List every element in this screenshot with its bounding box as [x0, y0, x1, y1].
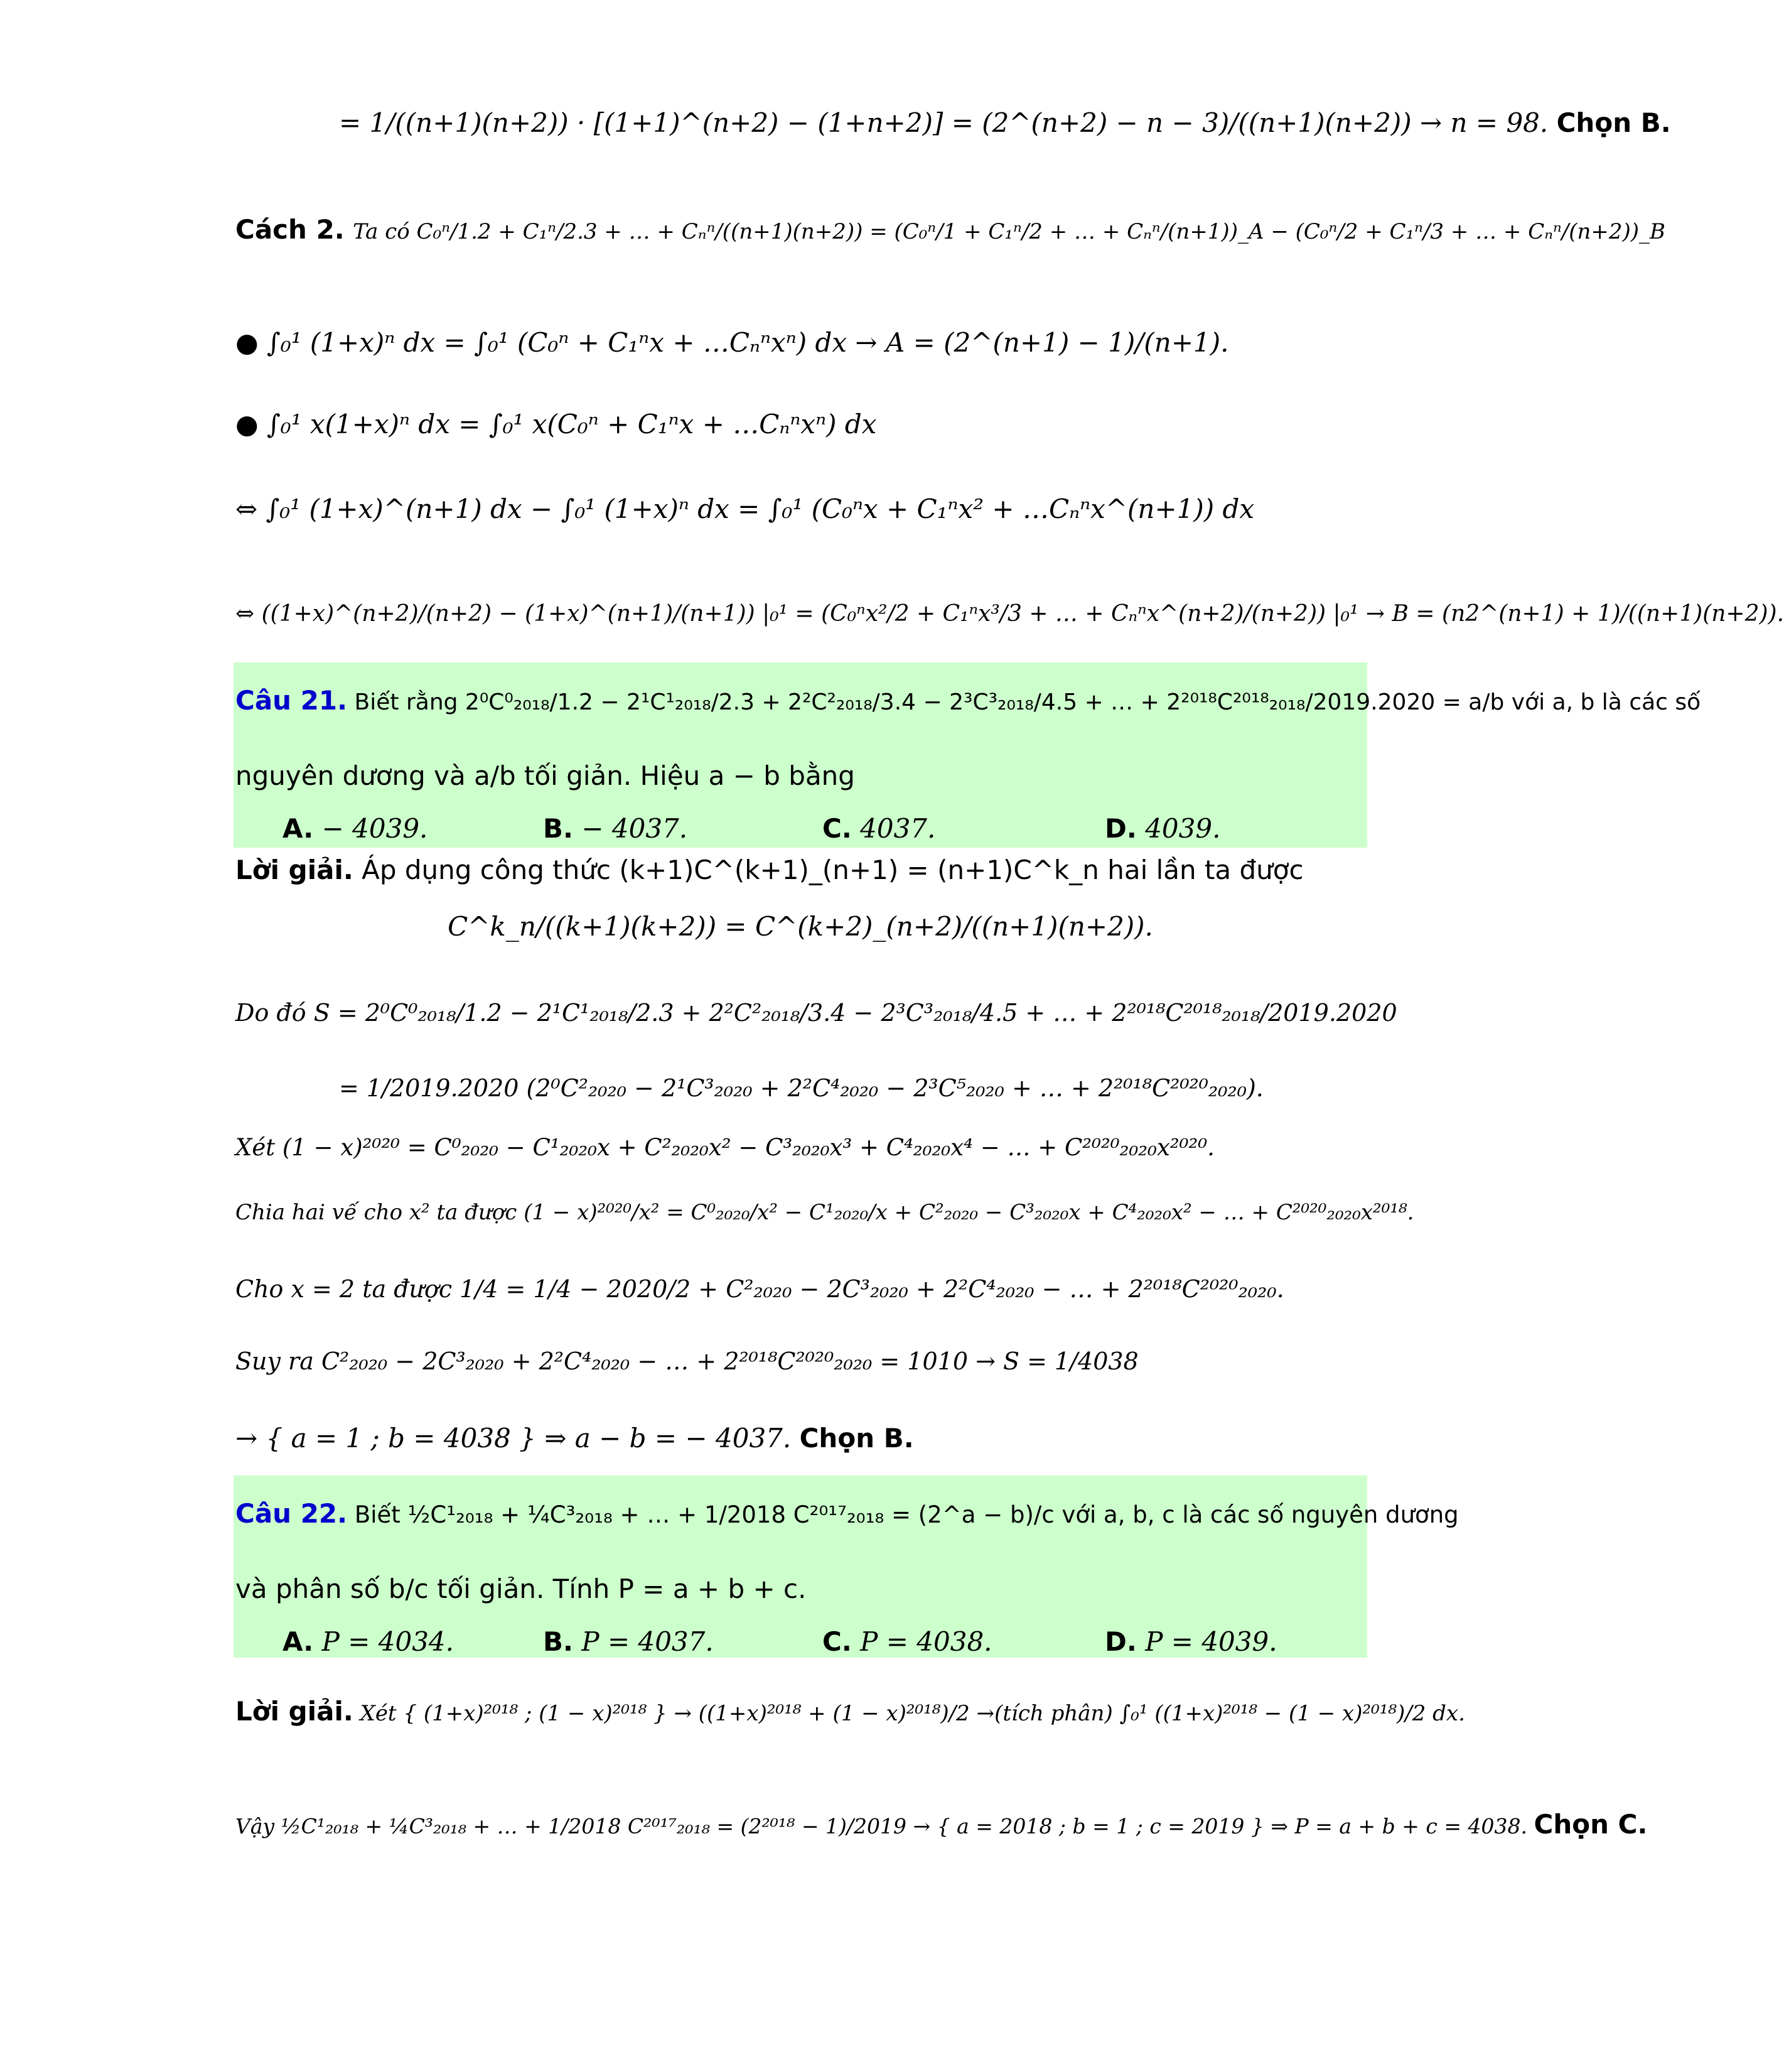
question-21-line-1: [235, 684, 1701, 718]
question-22-line-1: [235, 1497, 1459, 1531]
solution-21-line-5: [235, 1133, 1365, 1162]
solution-text: Áp dụng công thức (k+1)C^(k+1)_(n+1) = (n+1)C^k_n hai lần ta được: [362, 855, 1304, 885]
question-text: Biết rằng 2⁰C⁰₂₀₁₈/1.2 − 2¹C¹₂₀₁₈/2.3 + 2²C²₂₀₁₈/3.4 − 2³C³₂₀₁₈/4.5 + … + 2²⁰¹⁸C²⁰¹⁸₂₀₁₈/2019.2020 = a/b với a, b là các số: [354, 689, 1701, 715]
option-c[interactable]: C. 4037.: [822, 813, 936, 844]
formula: ⇔ ((1+x)^(n+2)/(n+2) − (1+x)^(n+1)/(n+1)) |₀¹ = (C₀ⁿx²/2 + C₁ⁿx³/3 + … + Cₙⁿx^(n+2)/(n+2)) |₀¹ → B = (n2^(n+1) + 1)/((n+1)(n+2)).: [235, 601, 1784, 627]
equivalence-line: [235, 600, 1784, 628]
question-label: Câu 21.: [235, 685, 348, 716]
formula: = 1/((n+1)(n+2)) · [(1+1)^(n+2) − (1+n+2)] = (2^(n+2) − n − 3)/((n+1)(n+2)) → n = 98.: [339, 107, 1549, 138]
solution-continued-line: [339, 107, 1671, 140]
formula: Do đó S = 2⁰C⁰₂₀₁₈/1.2 − 2¹C¹₂₀₁₈/2.3 + 2²C²₂₀₁₈/3.4 − 2³C³₂₀₁₈/4.5 + … + 2²⁰¹⁸C²⁰¹⁸₂₀₁₈/2019.2020: [235, 999, 1397, 1027]
solution-21-line-1: [235, 854, 1365, 887]
option-d[interactable]: D. 4039.: [1105, 813, 1221, 844]
formula: = 1/2019.2020 (2⁰C²₂₀₂₀ − 2¹C³₂₀₂₀ + 2²C⁴₂₀₂₀ − 2³C⁵₂₀₂₀ + … + 2²⁰¹⁸C²⁰²⁰₂₀₂₀).: [339, 1074, 1264, 1102]
formula: Chia hai vế cho x² ta được (1 − x)²⁰²⁰/x² = C⁰₂₀₂₀/x² − C¹₂₀₂₀/x + C²₂₀₂₀ − C³₂₀₂₀x + C⁴₂₀₂₀x² − … + C²⁰²⁰₂₀₂₀x²⁰¹⁸.: [235, 1200, 1414, 1225]
solution-22-line-1: [235, 1695, 1465, 1729]
solution-21-line-6: [235, 1199, 1414, 1226]
answer-choice: Chọn C.: [1534, 1809, 1648, 1840]
formula: Vậy ½C¹₂₀₁₈ + ¼C³₂₀₁₈ + … + 1/2018 C²⁰¹⁷₂₀₁₈ = (2²⁰¹⁸ − 1)/2019 → { a = 2018 ; b = 1 ; c = 2019 } ⇒ P = a + b + c = 4038.: [235, 1814, 1528, 1838]
option-b[interactable]: B. − 4037.: [543, 813, 688, 844]
formula: ∫₀¹ (1+x)ⁿ dx = ∫₀¹ (C₀ⁿ + C₁ⁿx + …Cₙⁿxⁿ) dx → A = (2^(n+1) − 1)/(n+1).: [267, 327, 1229, 358]
solution-22-line-2: [235, 1808, 1648, 1842]
bullet-icon: ●: [235, 327, 259, 358]
formula: ∫₀¹ x(1+x)ⁿ dx = ∫₀¹ x(C₀ⁿ + C₁ⁿx + …Cₙⁿxⁿ) dx: [267, 409, 877, 440]
question-label: Câu 22.: [235, 1498, 348, 1529]
solution-label: Lời giải.: [235, 855, 353, 885]
formula: Xét (1 − x)²⁰²⁰ = C⁰₂₀₂₀ − C¹₂₀₂₀x + C²₂₀₂₀x² − C³₂₀₂₀x³ + C⁴₂₀₂₀x⁴ − … + C²⁰²⁰₂₀₂₀x²⁰²⁰.: [235, 1134, 1215, 1161]
question-22-line-2: [235, 1573, 1365, 1606]
formula: Ta có C₀ⁿ/1.2 + C₁ⁿ/2.3 + … + Cₙⁿ/((n+1)(n+2)) = (C₀ⁿ/1 + C₁ⁿ/2 + … + Cₙⁿ/(n+1))_A − (C₀ⁿ/2 + C₁ⁿ/3 + … + Cₙⁿ/(n+2))_B: [353, 219, 1666, 244]
solution-21-line-7: [235, 1275, 1365, 1305]
solution-21-line-4: [339, 1074, 1365, 1104]
solution-21-line-8: [235, 1347, 1365, 1377]
formula: ⇔ ∫₀¹ (1+x)^(n+1) dx − ∫₀¹ (1+x)ⁿ dx = ∫₀¹ (C₀ⁿx + C₁ⁿx² + …Cₙⁿx^(n+1)) dx: [235, 494, 1255, 524]
solution-label: Lời giải.: [235, 1696, 353, 1727]
solution-21-line-3: [235, 998, 1397, 1028]
solution-21-line-9: [235, 1422, 1365, 1455]
answer-choice: Chọn B.: [1556, 107, 1671, 138]
formula: Xét { (1+x)²⁰¹⁸ ; (1 − x)²⁰¹⁸ } → ((1+x)²⁰¹⁸ + (1 − x)²⁰¹⁸)/2 →(tích phân) ∫₀¹ ((1+x)²⁰¹⁸ − (1 − x)²⁰¹⁸)/2 dx.: [360, 1701, 1465, 1726]
option-b[interactable]: B. P = 4037.: [543, 1626, 714, 1657]
formula: Cho x = 2 ta được 1/4 = 1/4 − 2020/2 + C²₂₀₂₀ − 2C³₂₀₂₀ + 2²C⁴₂₀₂₀ − … + 2²⁰¹⁸C²⁰²⁰₂₀₂₀.: [235, 1275, 1284, 1303]
option-a[interactable]: A. − 4039.: [282, 813, 428, 844]
question-text: và phân số b/c tối giản. Tính P = a + b + c.: [235, 1573, 807, 1604]
option-a[interactable]: A. P = 4034.: [282, 1626, 454, 1657]
bullet-item: [235, 326, 1365, 360]
question-21-line-2: [235, 760, 1365, 793]
method-label: Cách 2.: [235, 214, 345, 245]
solution-21-line-2: [0, 910, 1601, 944]
method-2-line: [235, 213, 1666, 247]
question-text: nguyên dương và a/b tối giản. Hiệu a − b bằng: [235, 760, 855, 791]
bullet-item: [235, 408, 1365, 441]
answer-choice: Chọn B.: [799, 1423, 914, 1454]
formula: Suy ra C²₂₀₂₀ − 2C³₂₀₂₀ + 2²C⁴₂₀₂₀ − … + 2²⁰¹⁸C²⁰²⁰₂₀₂₀ = 1010 → S = 1/4038: [235, 1347, 1139, 1375]
bullet-icon: ●: [235, 409, 259, 440]
question-text: Biết ½C¹₂₀₁₈ + ¼C³₂₀₁₈ + … + 1/2018 C²⁰¹⁷₂₀₁₈ = (2^a − b)/c với a, b, c là các số nguyên dương: [354, 1501, 1459, 1528]
option-d[interactable]: D. P = 4039.: [1105, 1626, 1277, 1657]
option-c[interactable]: C. P = 4038.: [822, 1626, 992, 1657]
formula: C^k_n/((k+1)(k+2)) = C^(k+2)_(n+2)/((n+1)(n+2)).: [448, 911, 1153, 942]
formula: → { a = 1 ; b = 4038 } ⇒ a − b = − 4037.: [235, 1423, 792, 1454]
equivalence-line: [235, 493, 1365, 526]
